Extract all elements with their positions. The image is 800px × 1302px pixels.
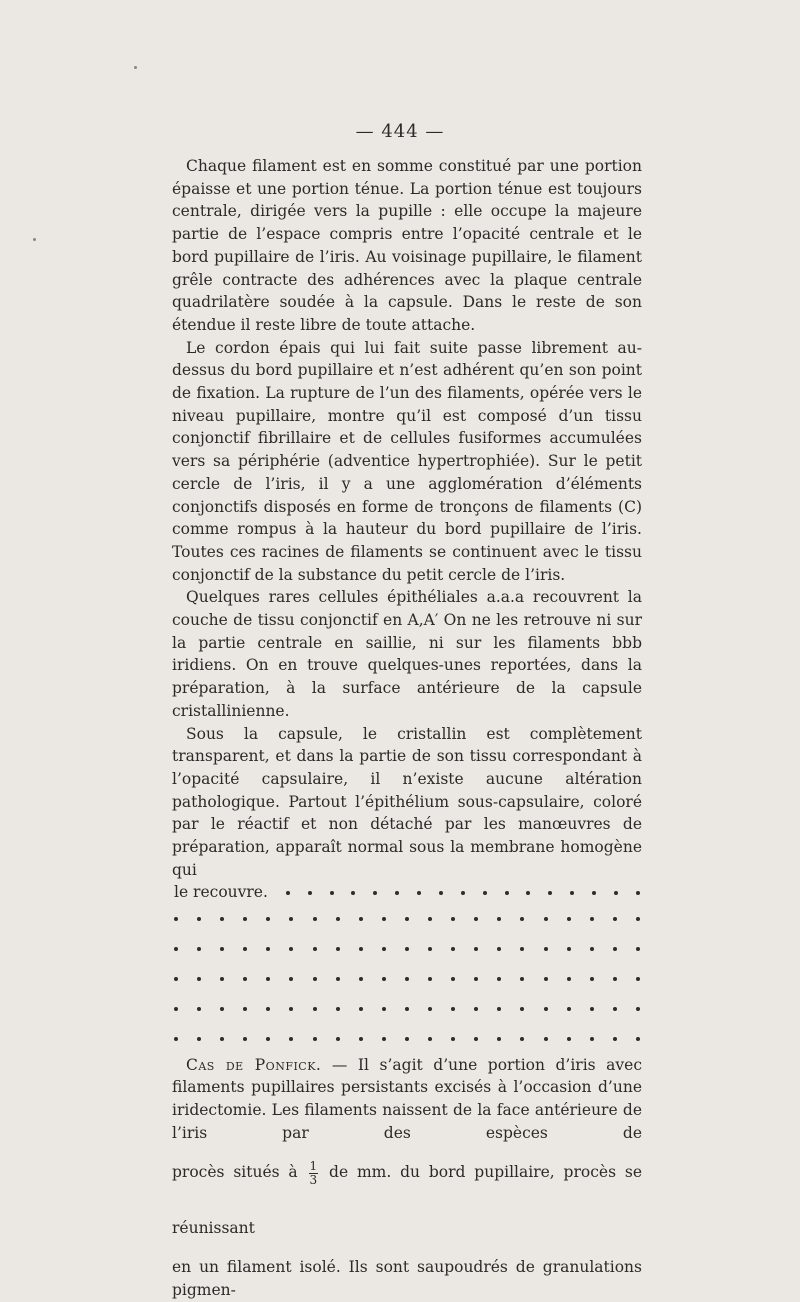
dot [336, 1007, 340, 1011]
case-text-1: — Il s’agit d’une portion d’iris avec filaments pupillaires persistants excisés à l’occasion d’une iridectomie. Les filaments naissent de la face antérieure de l’iris par des espèces de [172, 1055, 642, 1142]
dot [567, 917, 571, 921]
dot [567, 947, 571, 951]
dot [526, 891, 530, 895]
dot [382, 977, 386, 981]
dot [451, 947, 455, 951]
main-text [172, 155, 642, 1302]
dot [428, 917, 432, 921]
dot [174, 1037, 178, 1041]
dot [636, 917, 640, 921]
dot [590, 947, 594, 951]
dot [520, 1037, 524, 1041]
paragraph-2: Le cordon épais qui lui fait suite passe librement au-dessus du bord pupillaire et n’est adhérent qu’en son point de fixation. La rupture de l’un des filaments, opérée vers le niveau pupillaire, montre qu’il est composé d’un tissu conjonctif fibrillaire et de cellules fusiformes accumulées vers sa périphérie (adventice hypertrophiée). Sur le petit cercle de l’iris, il y a une agglomération d’éléments conjonctifs disposés en forme de tronçons de filaments (C) comme rompus à la hauteur du bord pupillaire de l’iris. Toutes ces racines de filaments se continuent avec le tissu conjonctif de la substance du petit cercle de l’iris. [172, 338, 642, 584]
dot [405, 1007, 409, 1011]
elision-block [172, 882, 642, 1054]
dot [636, 1007, 640, 1011]
dot [567, 1037, 571, 1041]
dot [544, 1037, 548, 1041]
dot [382, 917, 386, 921]
dot [613, 1037, 617, 1041]
dot [570, 891, 574, 895]
case-paragraph [172, 1054, 642, 1145]
dot [359, 917, 363, 921]
dot [613, 1007, 617, 1011]
dot [359, 977, 363, 981]
paper-speck [134, 66, 137, 69]
dot [289, 977, 293, 981]
dot [405, 947, 409, 951]
dot [451, 917, 455, 921]
dot [428, 977, 432, 981]
dot [313, 917, 317, 921]
dot [266, 1037, 270, 1041]
dot [614, 891, 618, 895]
dot [474, 1007, 478, 1011]
dot [220, 947, 224, 951]
dot [636, 891, 640, 895]
paragraph-1: Chaque filament est en somme constitué par une portion épaisse et une portion ténue. La portion ténue est toujours centrale, dirigée vers la pupille : elle occupe la majeure partie de l’espace compris entre l’opacité centrale et le bord pupillaire de l’iris. Au voisinage pupillaire, le filament grêle contracte des adhérences avec la plaque centrale quadrilatère soudée à la capsule. Dans le reste de son étendue il reste libre de toute attache. [172, 157, 642, 334]
dot [197, 917, 201, 921]
dot [474, 947, 478, 951]
paragraph-4: Sous la capsule, le cristallin est complètement transparent, et dans la partie de son tissu correspondant à l’opacité capsulaire, il n’existe aucune altération pathologique. Partout l’épithélium sous-capsulaire, coloré par le réactif et non détaché par les manœuvres de préparation, apparaît normal sous la membrane homogène qui [172, 724, 642, 879]
dot [289, 1007, 293, 1011]
dot [544, 977, 548, 981]
dot [289, 1037, 293, 1041]
dot [567, 977, 571, 981]
dot [405, 1037, 409, 1041]
case-last-line: en un filament isolé. Ils sont saupoudrés de granulations pigmen- [172, 1258, 642, 1300]
dot [313, 977, 317, 981]
dot [451, 1007, 455, 1011]
dot [544, 917, 548, 921]
dots-row-2 [172, 934, 642, 964]
dot [289, 917, 293, 921]
dot [220, 1037, 224, 1041]
dot [590, 1007, 594, 1011]
dot [313, 947, 317, 951]
dot [497, 977, 501, 981]
fraction-line-after: de mm. du bord pupillaire, procès se réunissant [172, 1163, 642, 1238]
dot [220, 977, 224, 981]
dot [497, 947, 501, 951]
dot [373, 891, 377, 895]
dot [313, 1037, 317, 1041]
dot [359, 947, 363, 951]
dot [474, 917, 478, 921]
dot [336, 1037, 340, 1041]
dot [313, 1007, 317, 1011]
dot [483, 891, 487, 895]
dot [497, 1037, 501, 1041]
dot [220, 917, 224, 921]
last-line-text: le recouvre. [174, 883, 268, 902]
dot [336, 977, 340, 981]
dot [336, 947, 340, 951]
fraction-line [172, 1144, 642, 1256]
dot [520, 1007, 524, 1011]
dot [266, 977, 270, 981]
dot [428, 947, 432, 951]
dot [636, 947, 640, 951]
dot [174, 1007, 178, 1011]
dot [428, 1037, 432, 1041]
dot [439, 891, 443, 895]
dot [336, 917, 340, 921]
dot [243, 947, 247, 951]
dot [197, 1007, 201, 1011]
dot [382, 1037, 386, 1041]
dot [497, 1007, 501, 1011]
dot [451, 977, 455, 981]
fraction-numerator: 1 [309, 1158, 318, 1173]
paragraph-3: Quelques rares cellules épithéliales a.a.a recouvrent la couche de tissu conjonctif en A,A′ On ne les retrouve ni sur la partie centrale en saillie, ni sur les filaments bbb iridiens. On en trouve quelques-unes reportées, dans la préparation, à la surface antérieure de la capsule cristallinienne. [172, 588, 642, 720]
dot [243, 1007, 247, 1011]
dot [544, 947, 548, 951]
dot [382, 947, 386, 951]
dot [174, 977, 178, 981]
dot [286, 891, 290, 895]
fraction-line-before: procès situés à [172, 1163, 298, 1182]
dot [474, 1037, 478, 1041]
fraction-one-third [309, 1160, 319, 1187]
dot [197, 1037, 201, 1041]
dot [520, 917, 524, 921]
dot [636, 1037, 640, 1041]
dot [266, 917, 270, 921]
dot [359, 1037, 363, 1041]
dot [567, 1007, 571, 1011]
dot [266, 1007, 270, 1011]
dot [474, 977, 478, 981]
dots-row-3 [172, 964, 642, 994]
dot [395, 891, 399, 895]
dot [243, 917, 247, 921]
dot [359, 1007, 363, 1011]
dot [405, 917, 409, 921]
dot [308, 891, 312, 895]
dot [351, 891, 355, 895]
dot [613, 917, 617, 921]
dot [497, 917, 501, 921]
dot [592, 891, 596, 895]
dot [174, 947, 178, 951]
fraction-denominator: 3 [309, 1172, 318, 1187]
page-number: — 444 — [355, 121, 445, 142]
dot [613, 977, 617, 981]
dot [505, 891, 509, 895]
dot [544, 1007, 548, 1011]
paper-speck [33, 238, 36, 241]
dot [220, 1007, 224, 1011]
dot [330, 891, 334, 895]
case-heading: Cas de Ponfick. [186, 1055, 322, 1074]
dot [197, 977, 201, 981]
dot [382, 1007, 386, 1011]
dot [520, 947, 524, 951]
dots-row-4 [172, 994, 642, 1024]
dot [289, 947, 293, 951]
dot [461, 891, 465, 895]
dot [417, 891, 421, 895]
dot [548, 891, 552, 895]
dot [243, 977, 247, 981]
dot [520, 977, 524, 981]
dots-row-5 [172, 1024, 642, 1054]
dot [613, 947, 617, 951]
dots-row-1 [172, 904, 642, 934]
dot [451, 1037, 455, 1041]
dot [590, 977, 594, 981]
dot [636, 977, 640, 981]
dot [197, 947, 201, 951]
dot [243, 1037, 247, 1041]
dot [266, 947, 270, 951]
dot [174, 917, 178, 921]
dot [590, 917, 594, 921]
dot [405, 977, 409, 981]
dot [590, 1037, 594, 1041]
dots-row-0 [172, 882, 642, 904]
dot [428, 1007, 432, 1011]
